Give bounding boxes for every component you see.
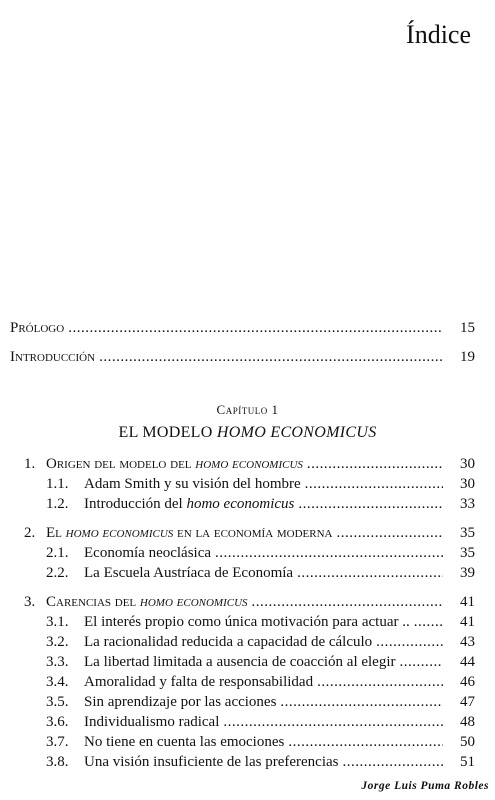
leader-dots [99,348,443,366]
toc-entry[interactable] [46,613,475,631]
toc-entry-label-italic: homo economicus [195,456,303,472]
toc-entry-label-text: Adam Smith y su visión del hombre [84,476,301,492]
toc-entry-page: 15 [460,320,475,336]
toc-entry-number: 3.4. [46,674,69,690]
toc-entry-label [84,733,284,751]
leader-dots [288,733,443,751]
toc-entry-label-text: Amoralidad y falta de responsabilidad [84,674,314,690]
toc-entry-label-italic: homo economicus [186,496,295,512]
toc-entry-page: 48 [460,714,475,730]
toc-entry-label [84,564,293,582]
leader-dots [223,713,443,731]
toc-entry[interactable] [46,544,475,562]
toc-entry-page: 35 [460,525,475,541]
leader-dots [400,653,443,671]
toc-entry-number: 3.2. [46,634,69,650]
leader-dots [343,753,444,771]
toc-entry-page: 39 [460,565,475,581]
toc-entry-number: 1. [24,456,36,472]
toc-entry-number: 3. [24,594,36,610]
toc-entry[interactable] [46,713,475,731]
toc-entry-label [84,673,313,691]
toc-entry-label-text: No tiene en cuenta las emociones [84,734,285,750]
toc-entry-page: 30 [460,456,475,472]
toc-entry-label-text: Origen del modelo del [46,456,196,472]
leader-dots [215,544,443,562]
toc-entry-label-text: Economía neoclásica [84,545,212,561]
toc-entry[interactable] [24,524,475,542]
toc-entry-label [84,693,276,711]
toc-entry-label-text: La Escuela Austríaca de Economía [84,565,294,581]
toc-entry-label [84,475,301,493]
toc-entry[interactable] [24,455,475,473]
chapter-title-italic: HOMO ECONOMICUS [216,424,377,441]
toc-entry-label-text: Una visión insuficiente de las preferencias [84,754,339,770]
toc-entry-number: 1.2. [46,496,69,512]
toc-entry-number: 3.6. [46,714,69,730]
toc-entry-label: Prólogo [10,320,65,336]
page-title: Índice [406,20,471,49]
toc-entry-label-text: El interés propio como única motivación para actuar .. [84,614,410,630]
toc-entry-page: 44 [460,654,475,670]
toc-entry[interactable] [46,753,475,771]
toc-entry-number: 2.2. [46,565,69,581]
toc-entry-page: 51 [460,754,475,770]
toc-entry-number: 2. [24,525,36,541]
toc-entry-label-suffix: en la economía moderna [173,525,333,541]
toc-entry-page: 46 [460,674,475,690]
leader-dots [297,564,443,582]
leader-dots [305,475,443,493]
toc-entry-label [46,593,248,611]
toc-entry-label [84,713,219,731]
toc-entry-page: 47 [460,694,475,710]
toc-entry-label [84,495,294,513]
chapter-label: Capítulo 1 [216,402,279,417]
toc-entry-label [46,455,303,473]
leader-dots [376,633,443,651]
toc-entry-number: 3.7. [46,734,69,750]
toc-entry-number: 3.3. [46,654,69,670]
toc-entry-number: 3.1. [46,614,69,630]
toc-entry-label: Introducción [10,349,96,365]
toc-entry-label-text: Introducción del [84,496,187,512]
toc-entry-page: 19 [460,349,475,365]
toc-entry[interactable] [46,673,475,691]
toc-entry-label-italic: homo economicus [65,525,174,541]
toc-entry-prologo[interactable] [10,319,475,337]
toc-entry-label-text: La racionalidad reducida a capacidad de cálculo [84,634,373,650]
leader-dots [68,319,443,337]
toc-entry-page: 41 [460,614,475,630]
toc-entry-label [46,524,333,542]
toc-entry[interactable] [46,564,475,582]
toc-entry[interactable] [46,733,475,751]
leader-dots [280,693,443,711]
leader-dots [317,673,443,691]
toc-entry-label [84,544,211,562]
toc-entry-label [84,753,339,771]
toc-entry-page: 35 [460,545,475,561]
toc-entry-label-italic: homo economicus [139,594,248,610]
toc-entry-label [84,613,410,631]
toc-entry-label-text: Sin aprendizaje por las acciones [84,694,277,710]
toc-entry-page: 33 [460,496,475,512]
toc-entry-page: 41 [460,594,475,610]
toc-entry-label-text: La libertad limitada a ausencia de coacción al elegir [84,654,396,670]
toc-entry-label-text: El [46,525,66,541]
toc-entry-label-text: Carencias del [46,594,140,610]
leader-dots [307,455,443,473]
toc-entry-number: 3.8. [46,754,69,770]
chapter-title-plain: EL MODELO [118,424,217,441]
toc-entry[interactable] [46,693,475,711]
toc-entry-introduccion[interactable] [10,348,475,366]
toc-entry-page: 50 [460,734,475,750]
toc-entry-label [84,633,372,651]
toc-entry-number: 3.5. [46,694,69,710]
toc-entry[interactable] [46,495,475,513]
leader-dots [298,495,443,513]
chapter-title [0,424,495,442]
toc-entry[interactable] [46,653,475,671]
toc-entry-number: 1.1. [46,476,69,492]
leader-dots [252,593,443,611]
leader-dots [337,524,444,542]
toc-entry-page: 30 [460,476,475,492]
toc-entry[interactable] [46,633,475,651]
toc-entry[interactable] [24,593,475,611]
leader-dots [414,613,443,631]
toc-entry-label-text: Individualismo radical [84,714,220,730]
toc-entry-page: 43 [460,634,475,650]
toc-entry-number: 2.1. [46,545,69,561]
toc-entry[interactable] [46,475,475,493]
toc-entry-label [84,653,396,671]
author-footer: Jorge Luis Puma Robles [361,780,489,792]
